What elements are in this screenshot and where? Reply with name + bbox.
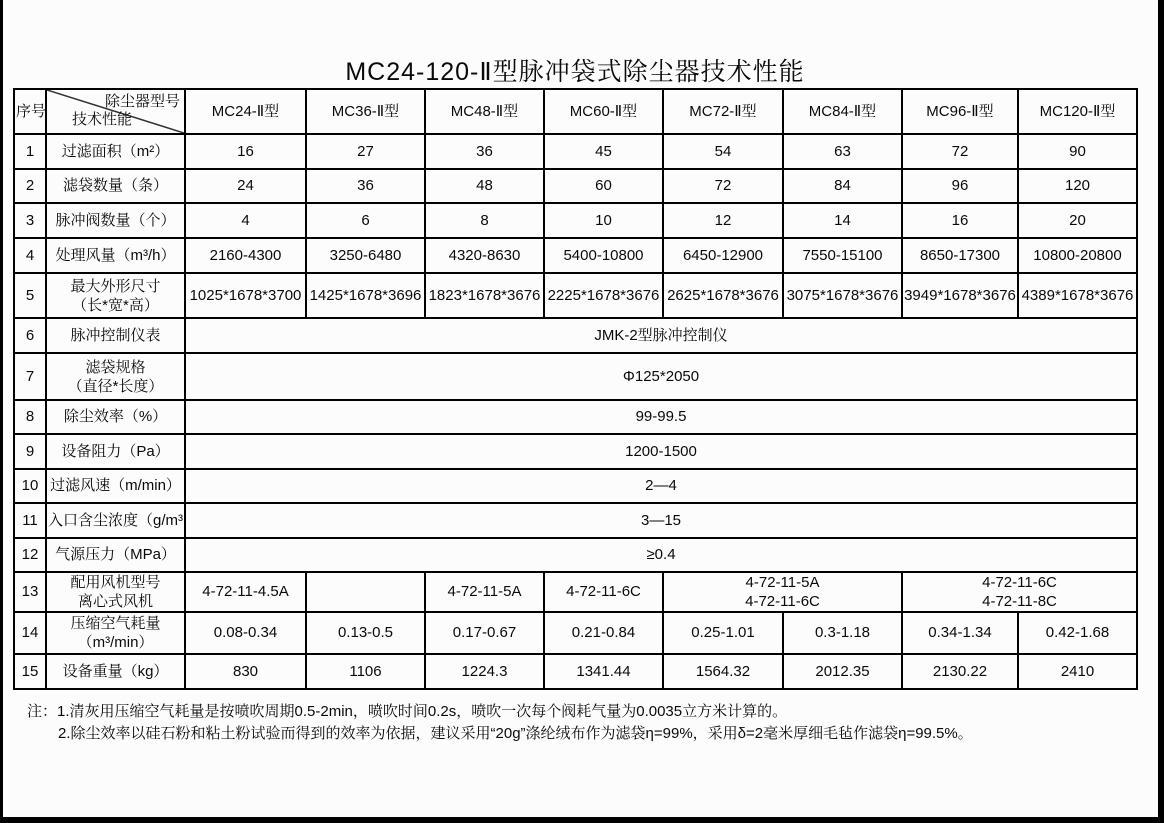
row-label: 除尘效率（%） xyxy=(46,400,185,434)
row-label: 过滤面积（m²） xyxy=(46,134,185,169)
row-label: 脉冲控制仪表 xyxy=(46,318,185,353)
cell-value: 90 xyxy=(1018,134,1137,169)
row-label: 脉冲阀数量（个） xyxy=(46,203,185,238)
table-row xyxy=(14,238,1137,273)
merged-pair-value xyxy=(663,572,902,612)
cell-value: 54 xyxy=(663,134,783,169)
col-header-mc48: MC48-Ⅱ型 xyxy=(425,89,544,134)
cell-value: 120 xyxy=(1018,169,1137,203)
row-label: 处理风量（m³/h） xyxy=(46,238,185,273)
row-label-line2: （直径*长度） xyxy=(67,377,164,395)
merged-pair-line2: 4-72-11-6C xyxy=(745,593,820,610)
merged-value: 2—4 xyxy=(185,469,1137,503)
row-label-line1: 配用风机型号 xyxy=(70,574,161,591)
table-row xyxy=(14,353,1137,400)
row-label-line1: 滤袋规格 xyxy=(85,358,146,376)
col-header-mc36: MC36-Ⅱ型 xyxy=(306,89,425,134)
row-label: 过滤风速（m/min） xyxy=(46,469,185,503)
cell-value: 45 xyxy=(544,134,663,169)
table-row xyxy=(14,612,1137,654)
spec-table xyxy=(13,88,1138,690)
cell-value: 36 xyxy=(425,134,544,169)
row-seq: 9 xyxy=(14,434,46,469)
corner-cell xyxy=(46,89,185,134)
cell-value: 0.17-0.67 xyxy=(425,612,544,654)
row-label-line1: 最大外形尺寸 xyxy=(70,277,161,295)
cell-value: 36 xyxy=(306,169,425,203)
cell-value: 0.21-0.84 xyxy=(544,612,663,654)
cell-value: 14 xyxy=(783,203,902,238)
merged-pair-line2: 4-72-11-8C xyxy=(982,593,1057,610)
cell-value: 4-72-11-4.5A xyxy=(185,572,306,612)
cell-value: 16 xyxy=(902,203,1018,238)
cell-value: 4 xyxy=(185,203,306,238)
cell-value: 3250-6480 xyxy=(306,238,425,273)
footnotes xyxy=(27,701,973,745)
cell-value: 72 xyxy=(902,134,1018,169)
cell-value: 1106 xyxy=(306,654,425,689)
table-row xyxy=(14,503,1137,538)
cell-value: 4320-8630 xyxy=(425,238,544,273)
row-seq: 12 xyxy=(14,538,46,572)
col-header-mc60: MC60-Ⅱ型 xyxy=(544,89,663,134)
row-label-line1: 压缩空气耗量 xyxy=(70,615,161,632)
cell-value: 48 xyxy=(425,169,544,203)
table-row xyxy=(14,273,1137,318)
col-header-mc120: MC120-Ⅱ型 xyxy=(1018,89,1137,134)
col-header-mc96: MC96-Ⅱ型 xyxy=(902,89,1018,134)
row-seq: 6 xyxy=(14,318,46,353)
table-row xyxy=(14,538,1137,572)
col-header-mc24: MC24-Ⅱ型 xyxy=(185,89,306,134)
cell-value: 63 xyxy=(783,134,902,169)
cell-value: 2410 xyxy=(1018,654,1137,689)
cell-value: 0.42-1.68 xyxy=(1018,612,1137,654)
merged-value: 1200-1500 xyxy=(185,434,1137,469)
cell-value: 4-72-11-5A xyxy=(425,572,544,612)
col-header-mc72: MC72-Ⅱ型 xyxy=(663,89,783,134)
row-seq: 5 xyxy=(14,273,46,318)
cell-value: 0.34-1.34 xyxy=(902,612,1018,654)
cell-value: 96 xyxy=(902,169,1018,203)
cell-value: 10800-20800 xyxy=(1018,238,1137,273)
table-row xyxy=(14,434,1137,469)
note-line-1: 注：1.清灰用压缩空气耗量是按喷吹周期0.5-2min，喷吹时间0.2s，喷吹一次每个阀耗气量为0.0035立方米计算的。 xyxy=(27,703,788,720)
cell-value: 2160-4300 xyxy=(185,238,306,273)
merged-pair-value xyxy=(902,572,1137,612)
cell-value: 1425*1678*3696 xyxy=(306,273,425,318)
cell-value: 0.3-1.18 xyxy=(783,612,902,654)
cell-value: 0.08-0.34 xyxy=(185,612,306,654)
row-seq: 11 xyxy=(14,503,46,538)
merged-value: ≥0.4 xyxy=(185,538,1137,572)
cell-value: 830 xyxy=(185,654,306,689)
row-seq: 2 xyxy=(14,169,46,203)
row-seq: 13 xyxy=(14,572,46,612)
table-row xyxy=(14,654,1137,689)
corner-bottom-left-label: 技术性能 xyxy=(72,111,133,128)
cell-value xyxy=(306,572,425,612)
row-seq: 8 xyxy=(14,400,46,434)
header-row xyxy=(14,89,1137,134)
row-label-line2: （长*宽*高） xyxy=(72,296,159,314)
row-label: 滤袋数量（条） xyxy=(46,169,185,203)
row-label xyxy=(46,572,185,612)
table-row xyxy=(14,203,1137,238)
merged-value: JMK-2型脉冲控制仪 xyxy=(185,318,1137,353)
row-label: 设备重量（kg） xyxy=(46,654,185,689)
cell-value: 1823*1678*3676 xyxy=(425,273,544,318)
merged-value: Φ125*2050 xyxy=(185,353,1137,400)
cell-value: 2130.22 xyxy=(902,654,1018,689)
row-seq: 14 xyxy=(14,612,46,654)
merged-value: 3—15 xyxy=(185,503,1137,538)
row-label: 入口含尘浓度（g/m³ xyxy=(46,503,185,538)
row-seq: 15 xyxy=(14,654,46,689)
table-row xyxy=(14,469,1137,503)
cell-value: 10 xyxy=(544,203,663,238)
cell-value: 84 xyxy=(783,169,902,203)
cell-value: 8 xyxy=(425,203,544,238)
col-header-mc84: MC84-Ⅱ型 xyxy=(783,89,902,134)
row-seq: 4 xyxy=(14,238,46,273)
cell-value: 4389*1678*3676 xyxy=(1018,273,1137,318)
cell-value: 16 xyxy=(185,134,306,169)
row-label xyxy=(46,273,185,318)
table-row xyxy=(14,572,1137,612)
cell-value: 20 xyxy=(1018,203,1137,238)
cell-value: 8650-17300 xyxy=(902,238,1018,273)
table-row xyxy=(14,400,1137,434)
table-row xyxy=(14,169,1137,203)
merged-value: 99-99.5 xyxy=(185,400,1137,434)
cell-value: 72 xyxy=(663,169,783,203)
row-label xyxy=(46,612,185,654)
cell-value: 24 xyxy=(185,169,306,203)
cell-value: 1341.44 xyxy=(544,654,663,689)
cell-value: 5400-10800 xyxy=(544,238,663,273)
row-seq: 7 xyxy=(14,353,46,400)
note-line-2: 2.除尘效率以硅石粉和粘土粉试验而得到的效率为依据，建议采用“20g”涤纶绒布作为滤袋η=99%，采用δ=2毫米厚细毛毡作滤袋η=99.5%。 xyxy=(58,725,973,742)
cell-value: 0.25-1.01 xyxy=(663,612,783,654)
row-label: 设备阻力（Pa） xyxy=(46,434,185,469)
row-label xyxy=(46,353,185,400)
merged-pair-line1: 4-72-11-5A xyxy=(745,574,820,591)
table-row xyxy=(14,318,1137,353)
row-label-line2: （m³/min） xyxy=(77,634,154,651)
row-label: 气源压力（MPa） xyxy=(46,538,185,572)
cell-value: 0.13-0.5 xyxy=(306,612,425,654)
cell-value: 2012.35 xyxy=(783,654,902,689)
seq-header: 序号 xyxy=(14,89,46,134)
cell-value: 7550-15100 xyxy=(783,238,902,273)
corner-top-right-label: 除尘器型号 xyxy=(104,93,180,110)
page-title: MC24-120-Ⅱ型脉冲袋式除尘器技术性能 xyxy=(345,58,805,86)
merged-pair-line1: 4-72-11-6C xyxy=(982,574,1057,591)
cell-value: 2225*1678*3676 xyxy=(544,273,663,318)
cell-value: 1025*1678*3700 xyxy=(185,273,306,318)
row-label-line2: 离心式风机 xyxy=(77,593,153,610)
cell-value: 27 xyxy=(306,134,425,169)
cell-value: 4-72-11-6C xyxy=(544,572,663,612)
cell-value: 6 xyxy=(306,203,425,238)
table-row xyxy=(14,134,1137,169)
cell-value: 12 xyxy=(663,203,783,238)
cell-value: 2625*1678*3676 xyxy=(663,273,783,318)
cell-value: 6450-12900 xyxy=(663,238,783,273)
row-seq: 10 xyxy=(14,469,46,503)
cell-value: 1224.3 xyxy=(425,654,544,689)
row-seq: 1 xyxy=(14,134,46,169)
row-seq: 3 xyxy=(14,203,46,238)
cell-value: 60 xyxy=(544,169,663,203)
cell-value: 1564.32 xyxy=(663,654,783,689)
cell-value: 3075*1678*3676 xyxy=(783,273,902,318)
cell-value: 3949*1678*3676 xyxy=(902,273,1018,318)
